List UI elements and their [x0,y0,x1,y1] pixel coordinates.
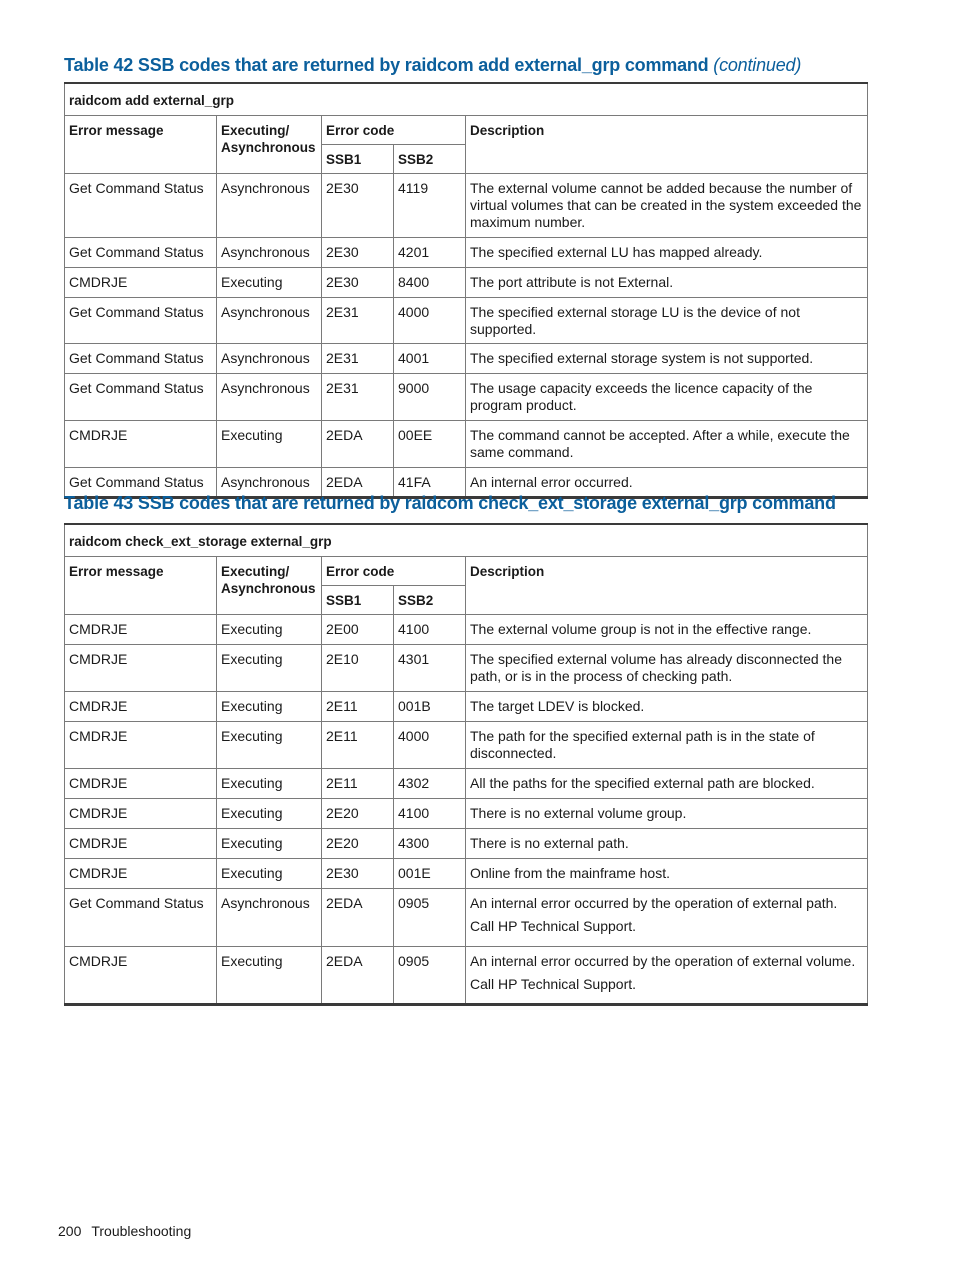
ssb1-cell: 2E11 [322,722,394,769]
description-text: The usage capacity exceeds the licence capacity of the program product. [470,380,813,413]
description-text: The external volume group is not in the effective range. [470,621,812,637]
header-executing: Executing/ Asynchronous [217,557,322,615]
mode-cell: Asynchronous [217,374,322,421]
description-text: Online from the mainframe host. [470,865,670,881]
ssb1-cell: 2E20 [322,829,394,859]
header-error-code: Error code [322,116,466,145]
table-row [65,769,868,799]
table-row [65,645,868,692]
ssb1-cell: 2E30 [322,859,394,889]
description-cell [466,268,868,298]
error-message-cell: Get Command Status [65,238,217,268]
ssb2-cell: 4001 [394,344,466,374]
description-cell [466,174,868,238]
ssb1-cell: 2EDA [322,947,394,1005]
header-error-message: Error message [65,557,217,615]
table43-command: raidcom check_ext_storage external_grp [65,524,868,557]
ssb1-cell: 2E10 [322,645,394,692]
table43-caption: Table 43 SSB codes that are returned by raidcom check_ext_storage external_grp command [64,493,836,513]
error-message-cell: Get Command Status [65,298,217,344]
header-description: Description [466,116,868,174]
description-cell [466,615,868,645]
mode-cell: Asynchronous [217,344,322,374]
table-row [65,722,868,769]
error-message-cell: CMDRJE [65,692,217,722]
table-row [65,829,868,859]
error-message-cell: Get Command Status [65,468,217,498]
description-cell [466,799,868,829]
continued-label: (continued) [713,55,802,75]
ssb1-cell: 2E30 [322,268,394,298]
description-cell [466,859,868,889]
header-description: Description [466,557,868,615]
table-row [65,174,868,238]
mode-cell: Executing [217,859,322,889]
ssb2-cell: 4302 [394,769,466,799]
error-message-cell: CMDRJE [65,421,217,468]
header-ssb2: SSB2 [394,586,466,615]
table-row [65,238,868,268]
mode-cell: Executing [217,268,322,298]
description-cell [466,769,868,799]
description-note: Call HP Technical Support. [470,918,637,934]
error-message-cell: CMDRJE [65,947,217,1005]
table-row [65,421,868,468]
mode-cell: Asynchronous [217,238,322,268]
description-text: The specified external storage LU is the device of not supported. [470,304,800,337]
description-text: All the paths for the specified external path are blocked. [470,775,815,791]
description-text: The specified external volume has already disconnected the path, or is in the process of checking path. [470,651,842,684]
ssb2-cell: 8400 [394,268,466,298]
description-cell [466,374,868,421]
mode-cell: Executing [217,421,322,468]
description-text: The command cannot be accepted. After a while, execute the same command. [470,427,850,460]
table-row [65,799,868,829]
error-message-cell: CMDRJE [65,615,217,645]
description-cell [466,722,868,769]
header-executing: Executing/ Asynchronous [217,116,322,174]
error-message-cell: CMDRJE [65,859,217,889]
ssb2-cell: 001E [394,859,466,889]
description-text: An internal error occurred. [470,474,633,490]
ssb2-cell: 4000 [394,722,466,769]
header-ssb2: SSB2 [394,145,466,174]
ssb2-cell: 4301 [394,645,466,692]
ssb2-cell: 4100 [394,615,466,645]
description-text: An internal error occurred by the operation of external volume. [470,953,856,969]
section-name: Troubleshooting [91,1223,192,1239]
error-message-cell: CMDRJE [65,645,217,692]
ssb1-cell: 2E11 [322,769,394,799]
table-row [65,298,868,344]
ssb1-cell: 2E31 [322,298,394,344]
table-row [65,859,868,889]
description-text: The specified external LU has mapped already. [470,244,763,260]
error-message-cell: Get Command Status [65,174,217,238]
description-text: The target LDEV is blocked. [470,698,645,714]
ssb1-cell: 2E11 [322,692,394,722]
table-row [65,344,868,374]
ssb1-cell: 2E20 [322,799,394,829]
mode-cell: Executing [217,799,322,829]
mode-cell: Executing [217,692,322,722]
description-text: The specified external storage system is not supported. [470,350,814,366]
description-cell [466,421,868,468]
ssb2-cell: 41FA [394,468,466,498]
mode-cell: Asynchronous [217,298,322,344]
description-text: An internal error occurred by the operation of external path. [470,895,838,911]
table-row [65,692,868,722]
page-footer [58,1223,191,1239]
table42-command: raidcom add external_grp [65,83,868,116]
mode-cell: Asynchronous [217,174,322,238]
mode-cell: Asynchronous [217,468,322,498]
ssb1-cell: 2E00 [322,615,394,645]
error-message-cell: Get Command Status [65,889,217,947]
table-row [65,615,868,645]
header-ssb1: SSB1 [322,145,394,174]
header-error-code: Error code [322,557,466,586]
error-message-cell: CMDRJE [65,268,217,298]
ssb2-cell: 4000 [394,298,466,344]
table43 [64,523,868,1006]
description-text: The port attribute is not External. [470,274,674,290]
mode-cell: Executing [217,615,322,645]
ssb2-cell: 0905 [394,889,466,947]
description-cell [466,692,868,722]
table-row [65,268,868,298]
mode-cell: Executing [217,947,322,1005]
ssb1-cell: 2E31 [322,344,394,374]
description-text: The external volume cannot be added because the number of virtual volumes that can be created in the system exceeded the maximum number. [470,180,862,230]
description-cell [466,344,868,374]
table42-caption: Table 42 SSB codes that are returned by raidcom add external_grp command (continued) [64,55,802,75]
ssb1-cell: 2E30 [322,174,394,238]
description-cell [466,645,868,692]
table42 [64,82,868,499]
header-error-message: Error message [65,116,217,174]
description-text: There is no external volume group. [470,805,687,821]
error-message-cell: CMDRJE [65,769,217,799]
description-text: The path for the specified external path is in the state of disconnected. [470,728,815,761]
mode-cell: Asynchronous [217,889,322,947]
mode-cell: Executing [217,769,322,799]
ssb2-cell: 4300 [394,829,466,859]
table-row [65,374,868,421]
mode-cell: Executing [217,645,322,692]
description-text: There is no external path. [470,835,629,851]
table-row [65,889,868,947]
mode-cell: Executing [217,722,322,769]
ssb1-cell: 2EDA [322,468,394,498]
ssb1-cell: 2E31 [322,374,394,421]
ssb1-cell: 2EDA [322,421,394,468]
error-message-cell: CMDRJE [65,799,217,829]
page-number: 200 [58,1223,82,1239]
ssb1-cell: 2EDA [322,889,394,947]
description-cell [466,298,868,344]
ssb2-cell: 0905 [394,947,466,1005]
table-row [65,947,868,1005]
ssb2-cell: 4100 [394,799,466,829]
ssb2-cell: 4201 [394,238,466,268]
ssb1-cell: 2E30 [322,238,394,268]
description-cell [466,889,868,947]
error-message-cell: Get Command Status [65,374,217,421]
ssb2-cell: 4119 [394,174,466,238]
header-ssb1: SSB1 [322,586,394,615]
mode-cell: Executing [217,829,322,859]
error-message-cell: CMDRJE [65,829,217,859]
error-message-cell: Get Command Status [65,344,217,374]
description-note: Call HP Technical Support. [470,976,637,992]
error-message-cell: CMDRJE [65,722,217,769]
description-cell [466,238,868,268]
description-cell [466,829,868,859]
description-cell [466,947,868,1005]
ssb2-cell: 9000 [394,374,466,421]
ssb2-cell: 001B [394,692,466,722]
ssb2-cell: 00EE [394,421,466,468]
